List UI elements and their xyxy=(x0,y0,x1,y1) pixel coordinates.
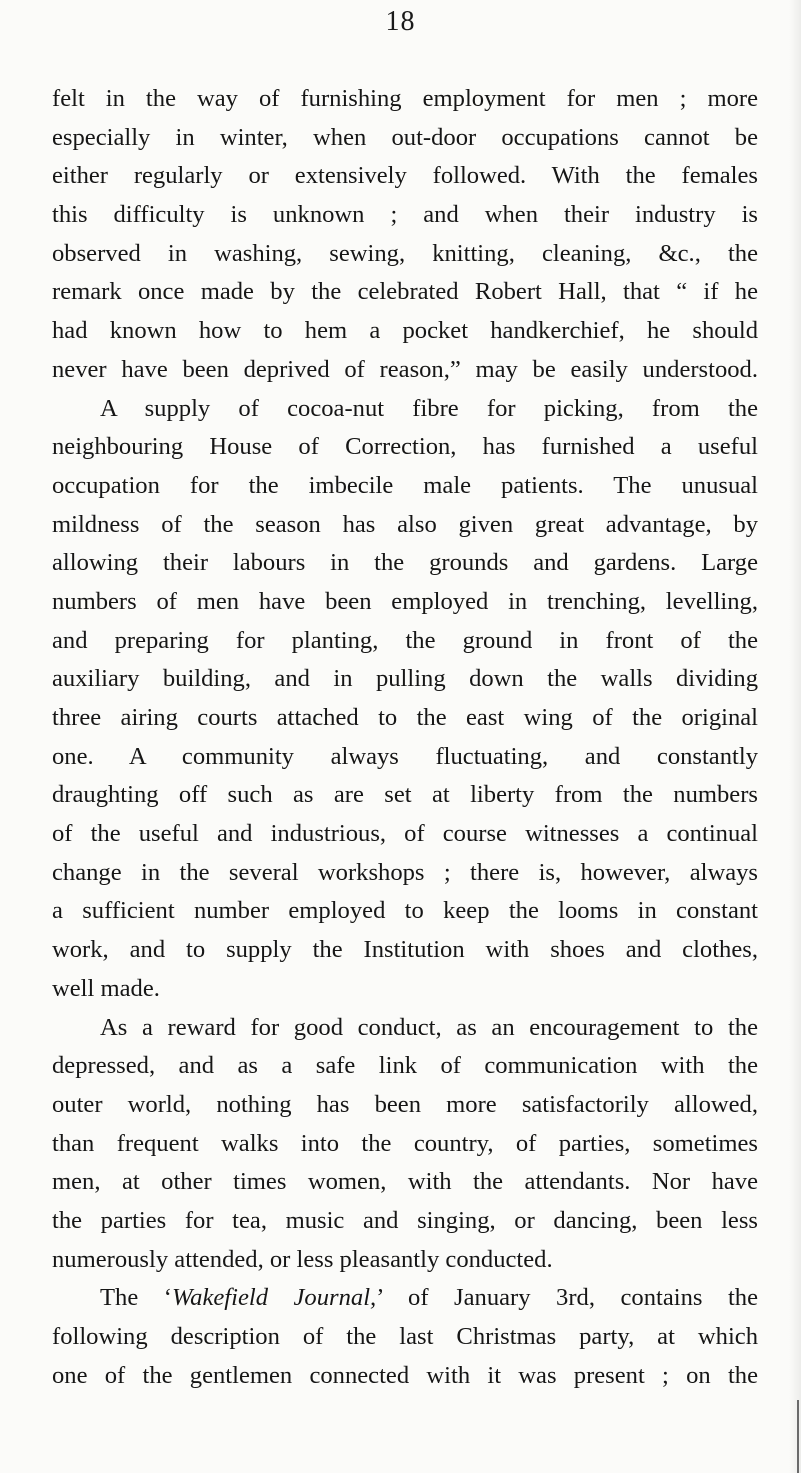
text-line: outer world, nothing has been more satisfactorily allowed, xyxy=(52,1090,758,1118)
text-segment: ’ of January 3rd, contains the xyxy=(376,1284,758,1312)
text-line: well made. xyxy=(52,974,160,1002)
text-line: this difficulty is unknown ; and when their industry is xyxy=(52,201,758,229)
text-line: mildness of the season has also given great advantage, by xyxy=(52,510,758,538)
text-line: remark once made by the celebrated Robert Hall, that “ if he xyxy=(52,278,758,306)
text-line: work, and to supply the Institution with shoes and clothes, xyxy=(52,936,758,964)
text-line: following description of the last Christmas party, at which xyxy=(52,1323,758,1350)
page-edge-mark xyxy=(797,1400,799,1473)
text-line: A supply of cocoa-nut fibre for picking, from the xyxy=(100,394,758,422)
journal-title: Wakefield Journal, xyxy=(171,1284,377,1312)
text-line: allowing their labours in the grounds and gardens. Large xyxy=(52,549,758,577)
body-text xyxy=(52,80,758,1395)
text-line: had known how to hem a pocket handkerchief, he should xyxy=(52,317,758,345)
text-line: neighbouring House of Correction, has furnished a useful xyxy=(52,433,758,461)
text-line: numerously attended, or less pleasantly conducted. xyxy=(52,1245,553,1273)
text-line: three airing courts attached to the east wing of the original xyxy=(52,704,758,731)
text-line: and preparing for planting, the ground in front of the xyxy=(52,626,758,654)
text-line: especially in winter, when out-door occupations cannot be xyxy=(52,123,758,151)
text-line: one. A community always fluctuating, and constantly xyxy=(52,742,758,770)
text-line: auxiliary building, and in pulling down the walls dividing xyxy=(52,665,758,693)
text-line: men, at other times women, with the attendants. Nor have xyxy=(52,1168,758,1196)
text-line: depressed, and as a safe link of communication with the xyxy=(52,1052,758,1080)
text-line: change in the several workshops ; there is, however, always xyxy=(52,858,758,886)
text-line: As a reward for good conduct, as an encouragement to the xyxy=(100,1013,758,1041)
text-line: never have been deprived of reason,” may be easily understood. xyxy=(52,355,758,383)
text-segment: The ‘ xyxy=(100,1284,172,1312)
text-line: than frequent walks into the country, of parties, sometimes xyxy=(52,1129,758,1157)
page-number: 18 xyxy=(385,6,416,37)
text-line xyxy=(52,1279,758,1318)
text-line: of the useful and industrious, of course witnesses a continual xyxy=(52,820,758,848)
text-line: a sufficient number employed to keep the looms in constant xyxy=(52,897,758,925)
text-line: the parties for tea, music and singing, or dancing, been less xyxy=(52,1206,758,1234)
text-line: numbers of men have been employed in trenching, levelling, xyxy=(52,587,758,615)
text-line: draughting off such as are set at liberty from the numbers xyxy=(52,781,758,809)
page-edge-shadow xyxy=(789,0,801,1473)
text-line: occupation for the imbecile male patients. The unusual xyxy=(52,471,758,499)
text-line: felt in the way of furnishing employment for men ; more xyxy=(52,85,758,112)
text-line: either regularly or extensively followed. With the females xyxy=(52,162,758,190)
text-line: one of the gentlemen connected with it was present ; on the xyxy=(52,1361,758,1389)
text-line: observed in washing, sewing, knitting, cleaning, &c., the xyxy=(52,239,758,267)
